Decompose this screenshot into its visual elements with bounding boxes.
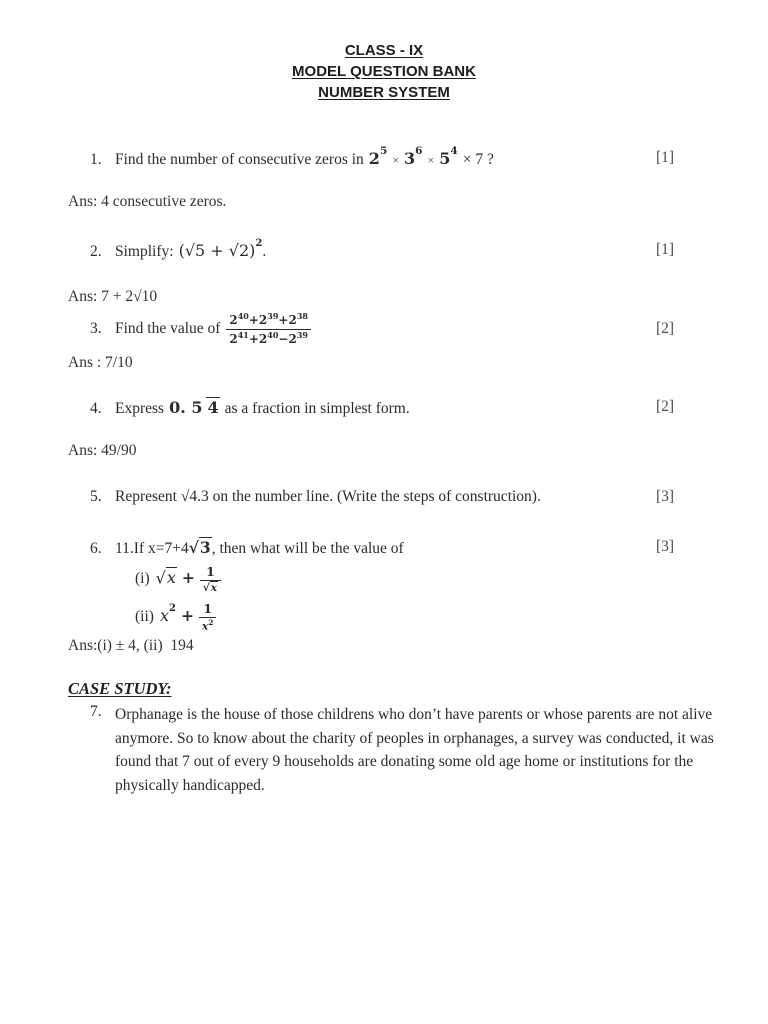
question-4-marks: [2] [656, 398, 675, 415]
document-header [0, 40, 768, 103]
q6-part2-plus: + [180, 606, 194, 626]
q3-den-base-1: 2 [229, 331, 238, 346]
q3-den-exp-1: 41 [237, 329, 249, 340]
question-2-number: 2. [90, 243, 102, 260]
question-7-number: 7. [90, 703, 102, 720]
q6-radicand: 3 [199, 538, 211, 557]
question-1-number: 1. [90, 151, 102, 169]
question-4-number: 4. [90, 400, 102, 417]
question-6-part-2 [135, 602, 216, 633]
q3-num-exp-1: 40 [237, 311, 249, 321]
question-6-pre: 11.If x=7+4 [115, 540, 189, 557]
q1-exponent-3: 4 [450, 145, 458, 157]
q6-part1-radicand: x [166, 568, 176, 588]
question-4 [90, 398, 750, 418]
question-6 [90, 538, 750, 558]
q3-den-op-2: − [278, 331, 289, 346]
question-1-marks: [1] [656, 149, 675, 166]
q1-suffix: × 7 ? [462, 151, 494, 169]
question-3-prefix: Find the value of [115, 319, 221, 337]
question-3-marks: [2] [656, 320, 675, 337]
case-study-heading: CASE STUDY: [68, 679, 172, 698]
q3-fraction-numerator [226, 312, 311, 330]
answer-2: Ans: 7 + 2√10 [68, 288, 158, 305]
question-3 [90, 312, 750, 347]
q6-part1-frac-den-sign: √ [202, 582, 210, 595]
q1-exponent-2: 6 [415, 145, 423, 157]
question-6-post: , then what will be the value of [211, 540, 404, 557]
q6-part2-exponent: 2 [168, 602, 176, 614]
question-2-marks: [1] [656, 241, 675, 258]
q6-part1-sqrt-sign: √ [155, 568, 166, 588]
answer-1: Ans: 4 consecutive zeros. [68, 193, 227, 210]
q3-num-exp-2: 39 [267, 311, 279, 321]
question-6-marks: [3] [656, 538, 675, 555]
q3-num-exp-3: 38 [296, 311, 308, 321]
q3-den-base-3: 2 [288, 331, 297, 346]
q1-base-3: 5 [439, 149, 451, 169]
q1-base-1: 2 [368, 149, 380, 169]
question-5-marks: [3] [656, 488, 675, 505]
q3-num-op-1: + [248, 313, 259, 327]
q3-den-exp-3: 39 [296, 329, 308, 340]
q1-exponent-1: 5 [379, 145, 388, 157]
question-3-number: 3. [90, 319, 102, 337]
q6-part1-frac-numerator: 1 [200, 565, 221, 581]
q6-part2-frac-denominator [199, 618, 216, 633]
q6-part2-fraction [199, 602, 216, 633]
q3-num-base-1: 2 [229, 313, 238, 327]
answer-6: Ans:(i) ± 4, (ii) 194 [68, 637, 194, 654]
question-5-number: 5. [90, 488, 102, 505]
q1-base-2: 3 [404, 149, 416, 169]
q6-part2-frac-den-exp: 2 [208, 618, 214, 628]
question-1-prefix: Find the number of consecutive zeros in [115, 151, 364, 169]
q3-num-op-2: + [278, 313, 289, 327]
q3-den-exp-2: 40 [267, 329, 279, 340]
q1-times-2: × [427, 153, 435, 168]
header-class-line: CLASS - IX [344, 42, 424, 59]
question-4-prefix: Express [115, 400, 165, 417]
question-2 [90, 237, 750, 261]
q2-expression: (√5 + √2) [178, 241, 256, 260]
q2-exponent: 2 [255, 237, 263, 249]
q6-part2-base: x [159, 606, 169, 626]
question-6-part-1 [135, 565, 221, 594]
question-5-text: Represent √4.3 on the number line. (Write the steps of construction). [115, 488, 541, 505]
q6-part1-frac-den-radicand: x [210, 582, 218, 595]
q3-den-op-1: + [248, 331, 259, 346]
q6-part1-label: (i) [135, 570, 150, 588]
q4-repeating-digit: 4 [207, 398, 219, 417]
q2-period: . [262, 243, 267, 260]
q6-part2-frac-den-base: x [201, 620, 209, 633]
q3-num-base-2: 2 [258, 313, 268, 327]
q6-radical-sign: √ [188, 538, 199, 557]
q6-part1-fraction [200, 565, 221, 594]
q1-times-1: × [392, 153, 400, 168]
question-6-number: 6. [90, 540, 102, 557]
header-subject-line: NUMBER SYSTEM [318, 84, 450, 101]
q3-num-base-3: 2 [288, 313, 297, 327]
q4-suffix: as a fraction in simplest form. [224, 400, 410, 417]
q4-decimal: 0. 5 [169, 398, 203, 417]
answer-3: Ans : 7/10 [68, 354, 133, 371]
q6-part1-plus: + [181, 568, 195, 588]
q3-den-base-2: 2 [258, 331, 268, 346]
q3-fraction-denominator [226, 330, 311, 347]
q6-part2-frac-numerator: 1 [199, 602, 216, 618]
q3-fraction [226, 312, 311, 347]
question-7-text: Orphanage is the house of those childrens who don’t have parents or whose parents are not alive anymore. So to know about the charity of peoples in orphanages, a survey was conducted, it was found that 7 out of every 9 households are donating some old age home or institutions for the physically handicapped. [115, 706, 714, 794]
question-5 [90, 488, 750, 506]
answer-4: Ans: 49/90 [68, 442, 137, 459]
q6-part2-label: (ii) [135, 608, 154, 626]
q6-part1-frac-denominator [200, 581, 221, 594]
question-2-prefix: Simplify: [115, 243, 174, 260]
question-1 [90, 145, 750, 169]
question-7 [90, 703, 740, 797]
header-title-line: MODEL QUESTION BANK [292, 63, 476, 80]
